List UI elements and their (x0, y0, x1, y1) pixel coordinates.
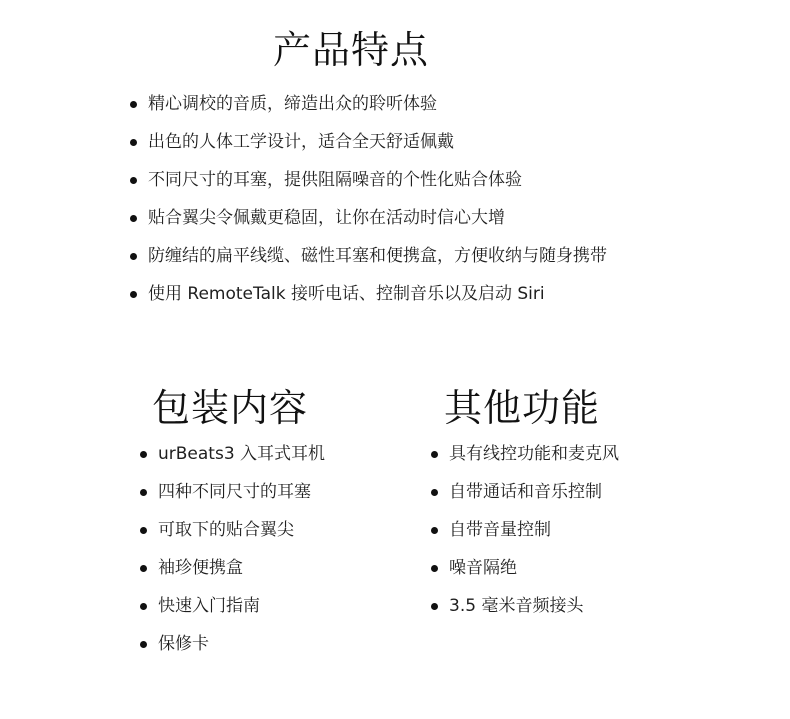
list-item-text: 精心调校的音质，缔造出众的聆听体验 (148, 94, 437, 114)
bullet-icon (140, 565, 147, 572)
list-item-text: 噪音隔绝 (449, 558, 517, 578)
list-item-text: 自带音量控制 (449, 520, 551, 540)
list-item-text: 自带通话和音乐控制 (449, 482, 602, 502)
bullet-icon (431, 451, 438, 458)
bullet-icon (130, 215, 137, 222)
list-item-text: 贴合翼尖令佩戴更稳固，让你在活动时信心大增 (148, 208, 505, 228)
other-features-title: 其他功能 (444, 386, 601, 430)
list-item-text: 保修卡 (158, 634, 209, 654)
list-item-text: 具有线控功能和麦克风 (449, 444, 619, 464)
bullet-icon (140, 603, 147, 610)
list-item-text: 防缠结的扁平线缆、磁性耳塞和便携盒，方便收纳与随身携带 (148, 246, 607, 266)
bullet-icon (130, 253, 137, 260)
list-item-text: 出色的人体工学设计，适合全天舒适佩戴 (148, 132, 454, 152)
list-item-text: 快速入门指南 (158, 596, 260, 616)
list-item-text: urBeats3 入耳式耳机 (158, 444, 326, 464)
bullet-icon (140, 489, 147, 496)
bullet-icon (140, 527, 147, 534)
bullet-icon (130, 139, 137, 146)
bullet-icon (431, 565, 438, 572)
list-item-text: 袖珍便携盒 (158, 558, 243, 578)
bullet-icon (431, 527, 438, 534)
bullet-icon (130, 101, 137, 108)
bullet-icon (130, 291, 137, 298)
list-item-text: 可取下的贴合翼尖 (158, 520, 294, 540)
bullet-icon (431, 489, 438, 496)
bullet-icon (140, 451, 147, 458)
list-item-text: 不同尺寸的耳塞，提供阻隔噪音的个性化贴合体验 (148, 170, 522, 190)
package-contents-title: 包装内容 (152, 386, 309, 430)
bullet-icon (431, 603, 438, 610)
list-item-text: 3.5 毫米音频接头 (449, 596, 584, 616)
list-item-text: 使用 RemoteTalk 接听电话、控制音乐以及启动 Siri (148, 284, 545, 304)
list-item-text: 四种不同尺寸的耳塞 (158, 482, 311, 502)
features-title: 产品特点 (273, 28, 430, 72)
bullet-icon (140, 641, 147, 648)
bullet-icon (130, 177, 137, 184)
